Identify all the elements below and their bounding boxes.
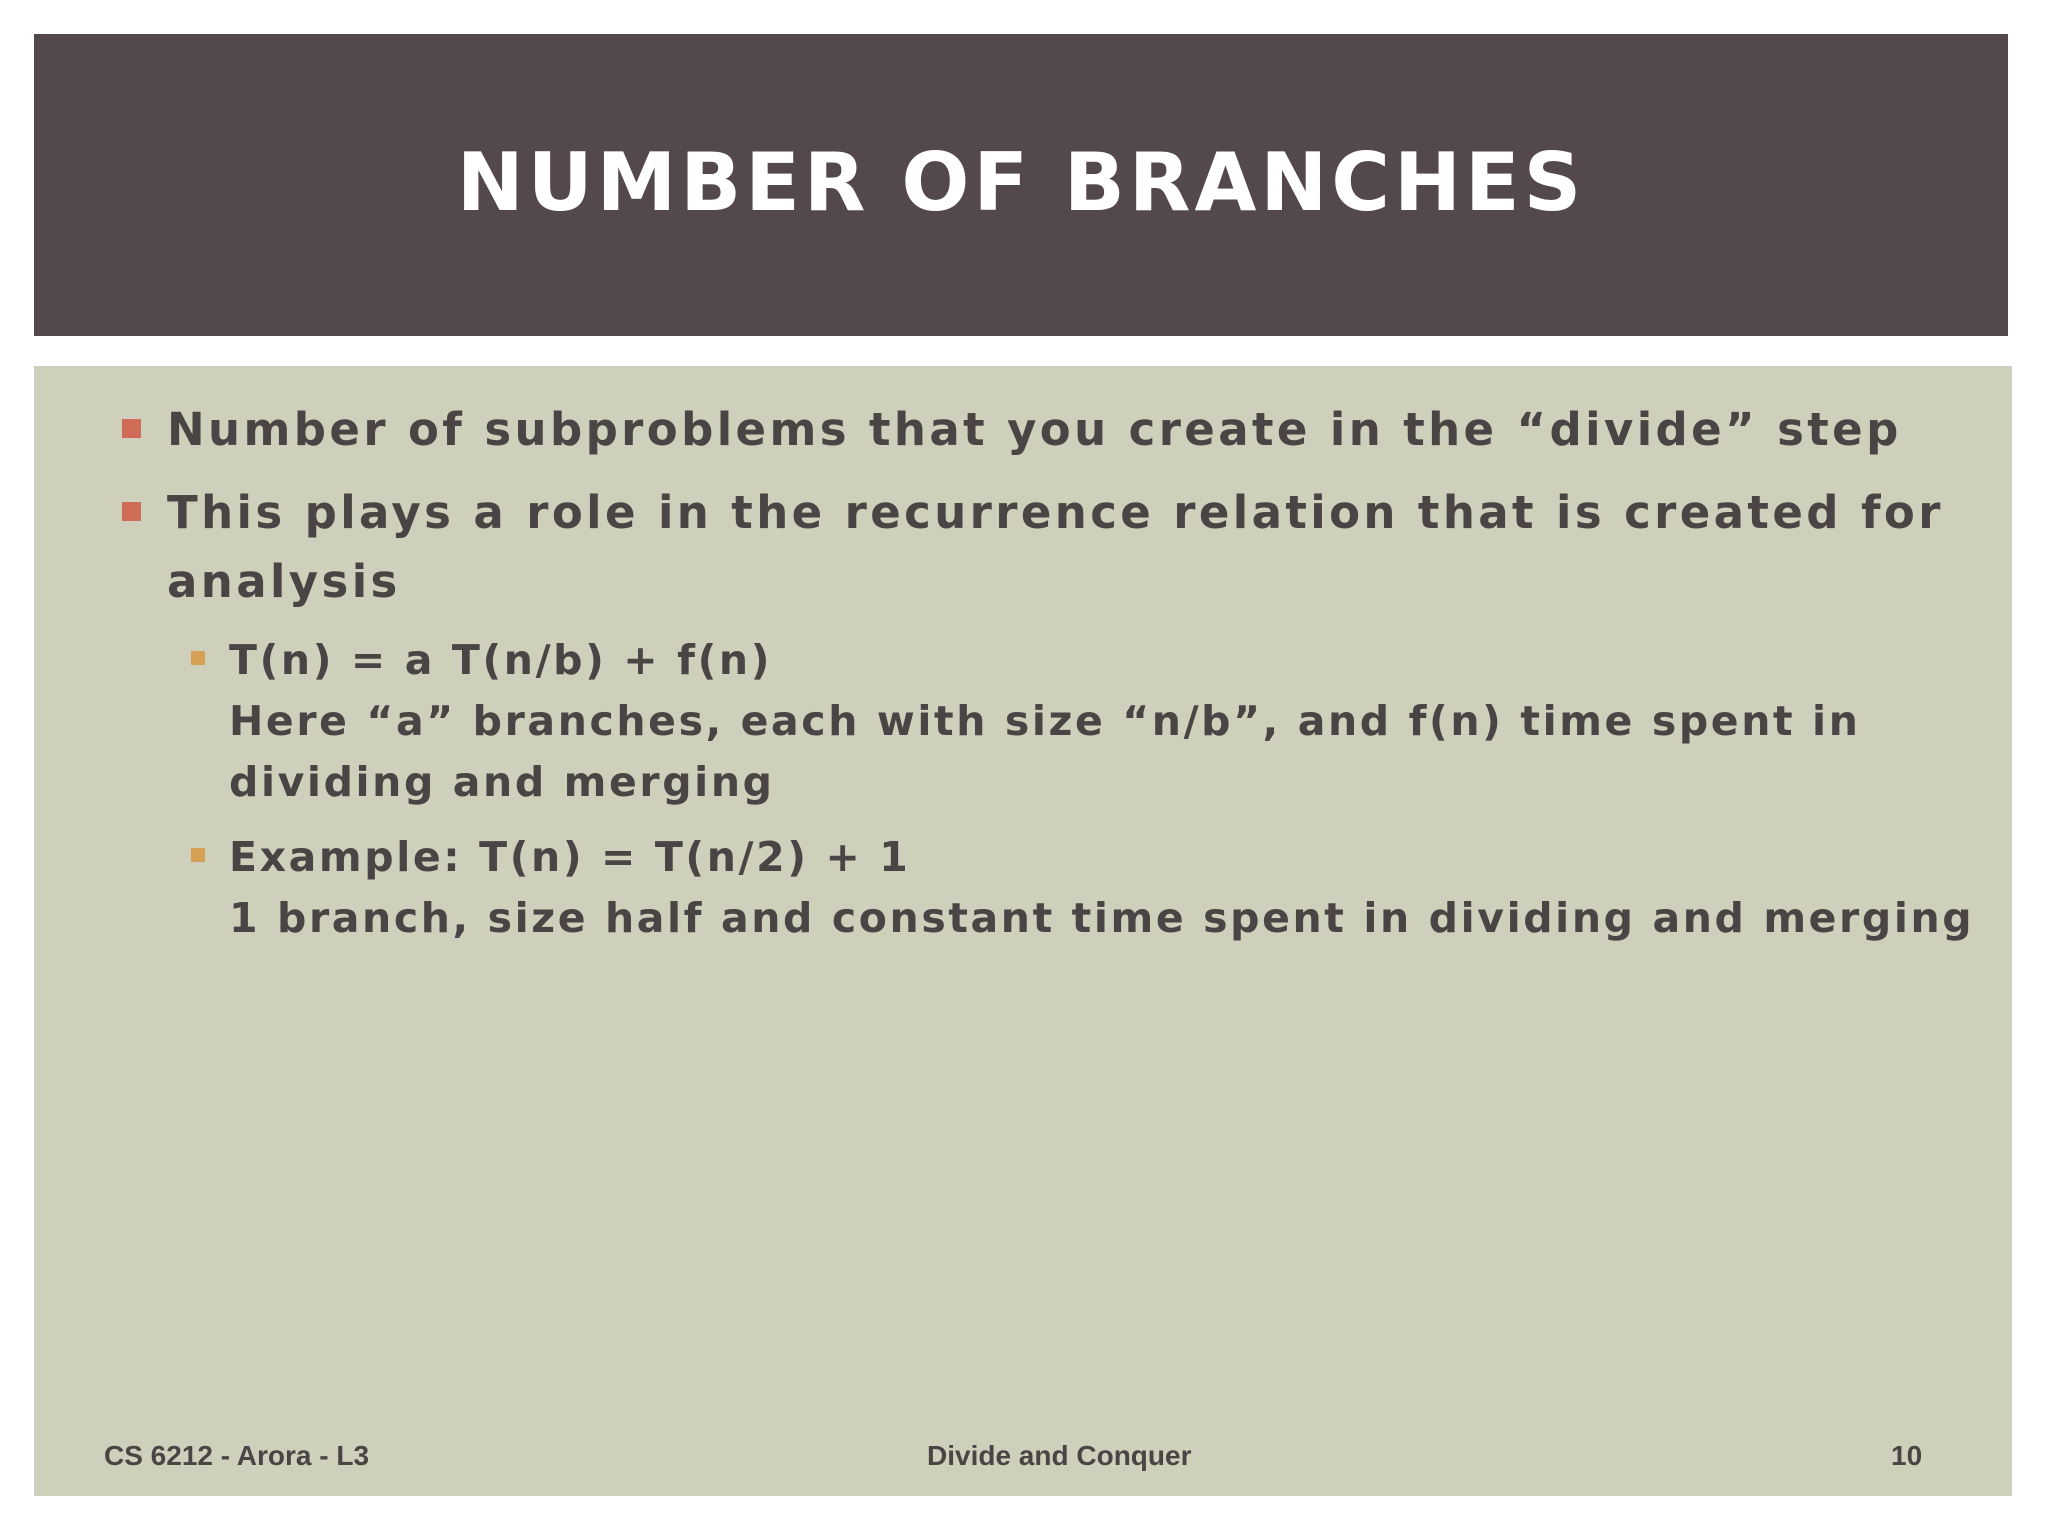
- sub-bullet-text: Example: T(n) = T(n/2) + 1: [229, 833, 911, 881]
- sub-bullet-text: T(n) = a T(n/b) + f(n): [229, 636, 773, 684]
- sub-bullet-text: Here “a” branches, each with size “n/b”, and f(n) time spent in: [229, 697, 1861, 745]
- square-bullet-icon: [122, 419, 141, 438]
- bullet-text: This plays a role in the recurrence relation that is created for: [167, 486, 1944, 539]
- footer-course: CS 6212 - Arora - L3: [104, 1440, 370, 1471]
- square-bullet-icon: [122, 502, 141, 521]
- slide-title: NUMBER OF BRANCHES: [456, 136, 1586, 229]
- square-bullet-icon: [191, 651, 205, 665]
- bullet-text: Number of subproblems that you create in the “divide” step: [167, 403, 1902, 456]
- content-area: [34, 366, 2012, 1496]
- footer-page-number: 10: [1891, 1440, 1923, 1471]
- bullet-text: analysis: [167, 555, 401, 608]
- square-bullet-icon: [191, 848, 205, 862]
- footer-topic: Divide and Conquer: [927, 1440, 1192, 1471]
- sub-bullet-text: 1 branch, size half and constant time spent in dividing and merging: [229, 894, 1975, 942]
- title-bar: [34, 34, 2008, 336]
- sub-bullet-text: dividing and merging: [229, 758, 775, 806]
